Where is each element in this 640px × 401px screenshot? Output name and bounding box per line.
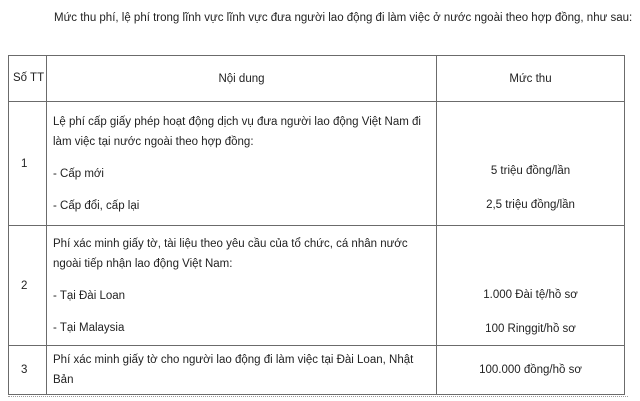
table-row (9, 226, 625, 346)
page-divider (8, 396, 628, 398)
row-rate (437, 346, 625, 395)
rate-value: 100 Ringgit/hồ sơ (485, 322, 576, 335)
rate-value: 1.000 Đài tệ/hồ sơ (483, 288, 578, 301)
row-item: - Cấp mới (53, 167, 104, 180)
row-title: Phí xác minh giấy tờ, tài liệu theo yêu cầu của tổ chức, cá nhân nước ngoài tiếp nhận lao động Việt Nam: (53, 237, 408, 270)
table-row (9, 102, 625, 226)
header-content: Nội dung (47, 56, 437, 102)
row-content (47, 102, 437, 226)
header-stt: Số TT (9, 56, 47, 102)
row-rate (437, 102, 625, 226)
row-content (47, 346, 437, 395)
rate-value: 5 triệu đồng/lần (490, 164, 571, 177)
row-title: Lệ phí cấp giấy phép hoạt động dịch vụ đưa người lao động Việt Nam đi làm việc tại nước ngoài theo hợp đồng: (53, 115, 421, 148)
row-number: 1 (9, 102, 47, 226)
header-rate: Mức thu (437, 56, 625, 102)
table-row (9, 346, 625, 395)
fee-table (8, 55, 625, 395)
row-title: Phí xác minh giấy tờ cho người lao động đi làm việc tại Đài Loan, Nhật Bản (53, 354, 414, 386)
row-item: - Tại Malaysia (53, 321, 125, 334)
rate-value: 2,5 triệu đồng/lần (486, 198, 575, 211)
row-rate (437, 226, 625, 346)
row-item: - Tại Đài Loan (53, 289, 126, 302)
table-header-row (9, 56, 625, 102)
row-content (47, 226, 437, 346)
row-number: 2 (9, 226, 47, 346)
rate-value: 100.000 đồng/hồ sơ (479, 364, 582, 376)
row-item: - Cấp đổi, cấp lại (53, 199, 140, 212)
row-number: 3 (9, 346, 47, 395)
intro-paragraph: Mức thu phí, lệ phí trong lĩnh vực lĩnh vực đưa người lao động đi làm việc ở nước ngoài theo hợp đồng, như sau: (54, 12, 633, 24)
